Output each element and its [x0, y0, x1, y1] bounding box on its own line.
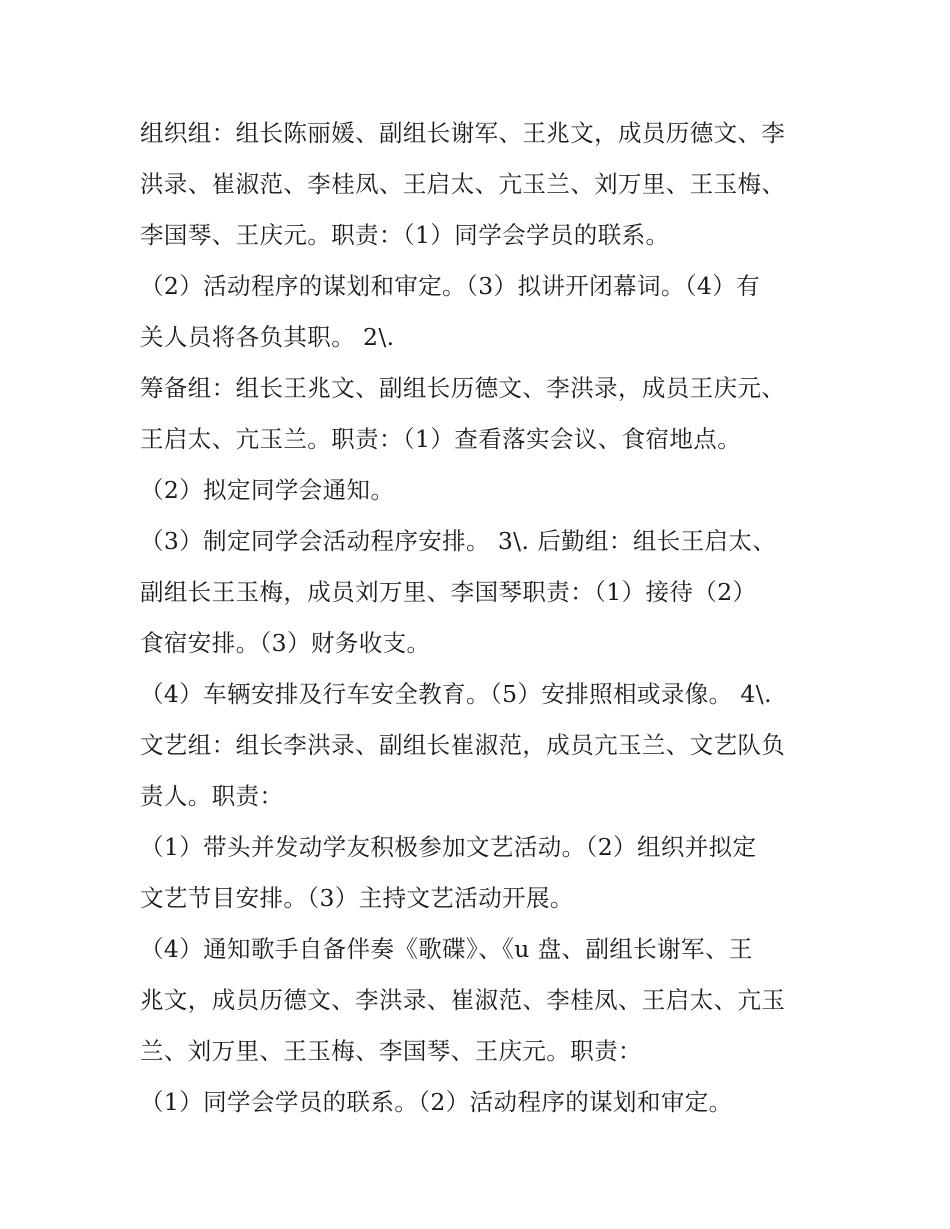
text-line: （2）活动程序的谋划和审定。（3）拟讲开闭幕词。（4）有 — [140, 272, 761, 300]
text-line: 兰、刘万里、王玉梅、李国琴、王庆元。职责： — [140, 1037, 642, 1065]
text-line: 责人。职责： — [140, 782, 284, 810]
text-line: 李国琴、王庆元。职责：（1）同学会学员的联系。 — [140, 221, 670, 249]
text-line: 关人员将各负其职。 2\. — [140, 323, 395, 351]
text-line: 文艺组：组长李洪录、副组长崔淑范，成员亢玉兰、文艺队负 — [140, 731, 786, 759]
text-line: 筹备组：组长王兆文、副组长历德文、李洪录，成员王庆元、 — [140, 374, 786, 402]
text-line: 洪录、崔淑范、李桂凤、王启太、亢玉兰、刘万里、王玉梅、 — [140, 170, 786, 198]
text-line: （4）车辆安排及行车安全教育。（5）安排照相或录像。 4\. — [140, 680, 772, 708]
text-line: （4）通知歌手自备伴奏《歌碟》、《u 盘、副组长谢军、王 — [140, 935, 753, 963]
text-line: 食宿安排。（3）财务收支。 — [140, 629, 431, 657]
text-line: （1）带头并发动学友积极参加文艺活动。（2）组织并拟定 — [140, 833, 757, 861]
text-line: （2）拟定同学会通知。 — [140, 476, 395, 504]
text-line: （3）制定同学会活动程序安排。 3\. 后勤组：组长王启太、 — [140, 527, 777, 555]
document-body — [140, 108, 830, 1128]
text-line: 组织组：组长陈丽媛、副组长谢军、王兆文，成员历德文、李 — [140, 119, 786, 147]
text-line: 兆文，成员历德文、李洪录、崔淑范、李桂凤、王启太、亢玉 — [140, 986, 786, 1014]
text-line: 文艺节目安排。（3）主持文艺活动开展。 — [140, 884, 574, 912]
text-line: （1）同学会学员的联系。（2）活动程序的谋划和审定。 — [140, 1088, 733, 1116]
text-line: 副组长王玉梅，成员刘万里、李国琴职责：（1）接待（2） — [140, 578, 757, 606]
text-line: 王启太、亢玉兰。职责：（1）查看落实会议、食宿地点。 — [140, 425, 742, 453]
